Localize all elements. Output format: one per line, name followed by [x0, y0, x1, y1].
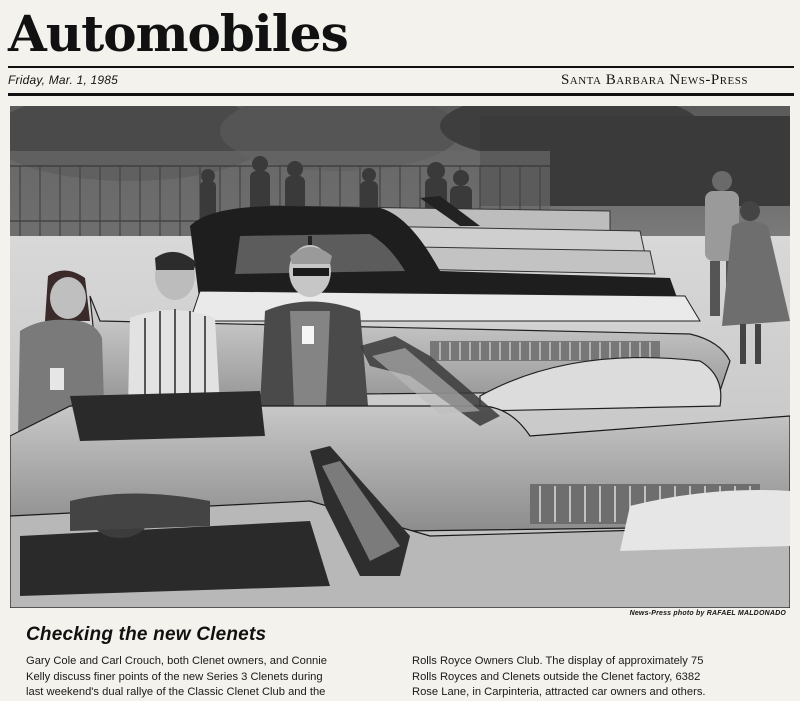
issue-date: Friday, Mar. 1, 1985	[8, 73, 119, 87]
caption-column-left	[26, 654, 392, 701]
masthead-rule-top	[8, 66, 794, 68]
photo-credit: News-Press photo by RAFAEL MALDONADO	[629, 610, 786, 617]
caption-column-right	[412, 654, 790, 701]
newspaper-name: Santa Barbara News-Press	[560, 72, 748, 88]
caption-line: last weekend's dual rallye of the Classic Clenet Club and the	[26, 686, 326, 698]
photo-illustration	[10, 106, 790, 608]
article-headline: Checking the new Clenets	[26, 624, 267, 645]
caption-line: Rolls Royce Owners Club. The display of approximately 75	[412, 655, 704, 667]
caption-line: Rose Lane, in Carpinteria, attracted car owners and others.	[412, 686, 706, 698]
news-photo	[10, 106, 790, 608]
caption-line: Kelly discuss finer points of the new Series 3 Clenets during	[26, 670, 323, 683]
section-title: Automobiles	[8, 4, 348, 63]
caption-line: Gary Cole and Carl Crouch, both Clenet owners, and Connie	[26, 655, 327, 667]
masthead-rule-bottom	[8, 93, 794, 96]
caption-line: Rolls Royces and Clenets outside the Clenet factory, 6382	[412, 670, 701, 683]
